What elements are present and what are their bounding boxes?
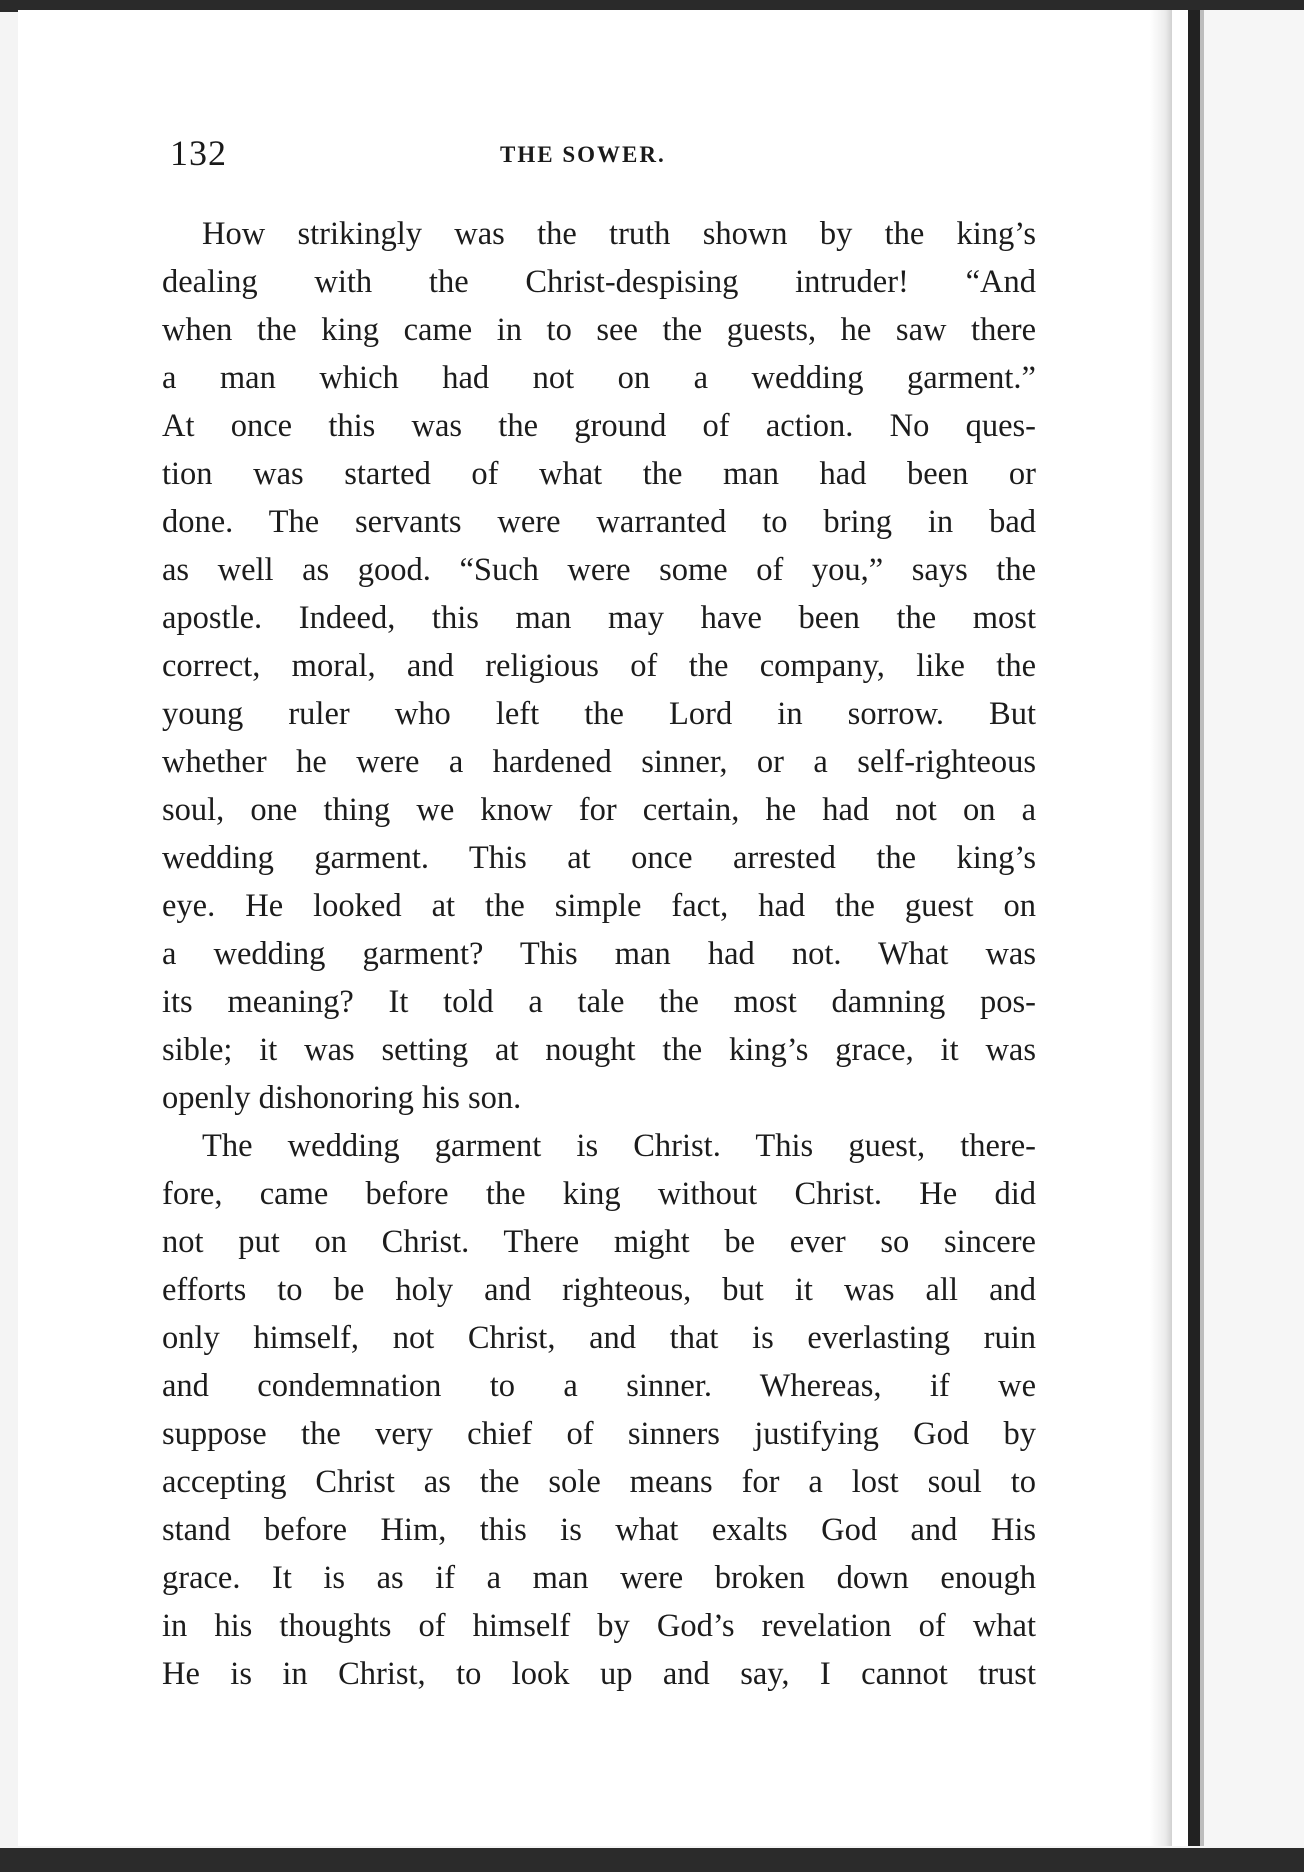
text-line: fore, came before the king without Christ. He did	[162, 1176, 1036, 1212]
text-line: sible; it was setting at nought the king’s grace, it was	[162, 1032, 1036, 1068]
text-line: only himself, not Christ, and that is everlasting ruin	[162, 1320, 1036, 1356]
text-line: wedding garment. This at once arrested the king’s	[162, 840, 1036, 876]
text-line: correct, moral, and religious of the company, like the	[162, 648, 1036, 684]
paragraph-2	[162, 1122, 1036, 1698]
text-line: He is in Christ, to look up and say, I cannot trust	[162, 1656, 1036, 1692]
text-line: not put on Christ. There might be ever so sincere	[162, 1224, 1036, 1260]
binding-shadow	[1150, 10, 1172, 1846]
text-line: whether he were a hardened sinner, or a self-righteous	[162, 744, 1036, 780]
adjacent-page-edge	[1200, 10, 1204, 1846]
text-line: young ruler who left the Lord in sorrow. But	[162, 696, 1036, 732]
text-line: openly dishonoring his son.	[162, 1080, 522, 1116]
text-line: a man which had not on a wedding garment.”	[162, 360, 1036, 396]
text-line: At once this was the ground of action. No ques-	[162, 408, 1036, 444]
text-line: in his thoughts of himself by God’s revelation of what	[162, 1608, 1036, 1644]
text-line: The wedding garment is Christ. This guest, there-	[202, 1128, 1036, 1164]
text-line: a wedding garment? This man had not. What was	[162, 936, 1036, 972]
text-line: its meaning? It told a tale the most damning pos-	[162, 984, 1036, 1020]
text-line: grace. It is as if a man were broken down enough	[162, 1560, 1036, 1596]
text-line: suppose the very chief of sinners justifying God by	[162, 1416, 1036, 1452]
text-line: eye. He looked at the simple fact, had the guest on	[162, 888, 1036, 924]
text-line: accepting Christ as the sole means for a lost soul to	[162, 1464, 1036, 1500]
text-line: stand before Him, this is what exalts God and His	[162, 1512, 1036, 1548]
running-title: THE SOWER.	[500, 142, 666, 167]
book-spine	[1188, 10, 1200, 1846]
text-line: apostle. Indeed, this man may have been the most	[162, 600, 1036, 636]
text-line: as well as good. “Such were some of you,” says the	[162, 552, 1036, 588]
text-line: and condemnation to a sinner. Whereas, if we	[162, 1368, 1036, 1404]
text-line: tion was started of what the man had been or	[162, 456, 1036, 492]
paragraph-1	[162, 210, 1036, 1122]
text-line: efforts to be holy and righteous, but it was all and	[162, 1272, 1036, 1308]
page-number: 132	[170, 133, 227, 173]
text-line: soul, one thing we know for certain, he had not on a	[162, 792, 1036, 828]
text-line: dealing with the Christ-despising intruder! “And	[162, 264, 1036, 300]
scan-bottom-edge	[0, 1848, 1304, 1872]
text-line: done. The servants were warranted to bring in bad	[162, 504, 1036, 540]
text-line: when the king came in to see the guests, he saw there	[162, 312, 1036, 348]
adjacent-page	[1200, 10, 1304, 1846]
body-text	[162, 210, 1036, 1698]
text-line: How strikingly was the truth shown by the king’s	[202, 216, 1036, 252]
running-head	[170, 132, 700, 182]
